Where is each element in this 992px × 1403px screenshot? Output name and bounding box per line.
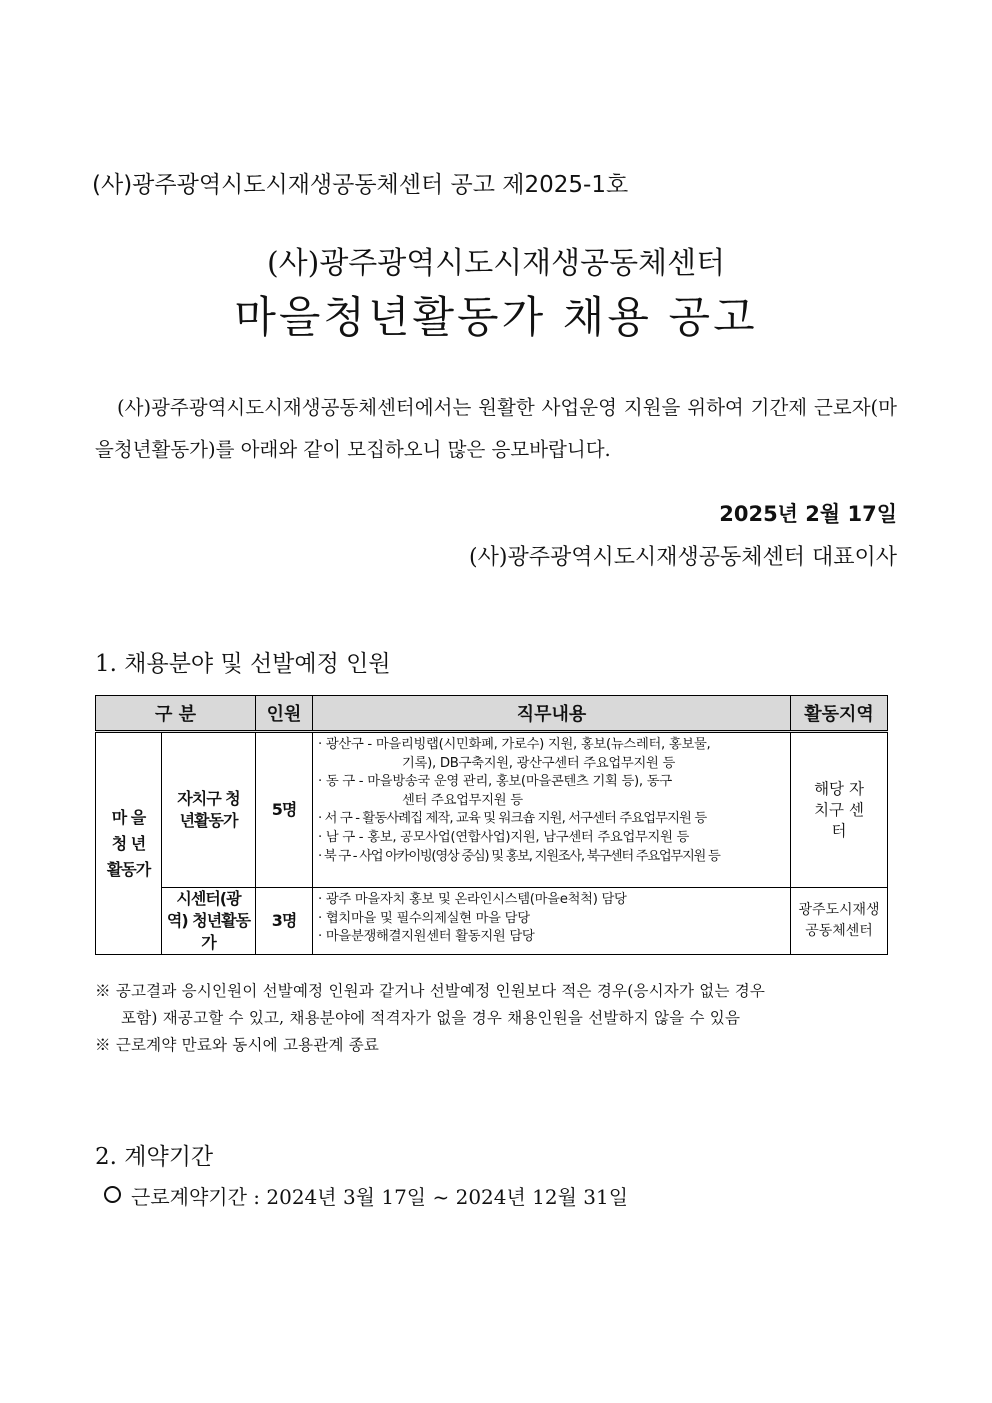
signer: (사)광주광역시도시재생공동체센터 대표이사 <box>469 545 897 570</box>
region-cell <box>791 888 888 955</box>
region-label: 광주도시재생 공동체센터 <box>798 902 880 939</box>
header-duties: 직무내용 <box>313 696 791 732</box>
duty-line: · 서 구 - 활동사례집 제작, 교육 및 워크숍 지원, 서구센터 주요업무지원 등 <box>318 811 707 827</box>
duty-line: · 남 구 - 홍보, 공모사업(연합사업)지원, 남구센터 주요업무지원 등 <box>318 829 690 845</box>
contract-period-text: 근로계약기간 : 2024년 3월 17일 ~ 2024년 12월 31일 <box>131 1185 629 1209</box>
group-cell <box>96 732 162 955</box>
type-cell <box>162 888 256 955</box>
table-row <box>96 888 888 955</box>
duty-line: · 광산구 - 마을리빙랩(시민화폐, 가로수) 지원, 홍보(뉴스레터, 홍보물, <box>318 737 711 752</box>
notice-number: (사)광주광역시도시재생공동체센터 공고 제2025-1호 <box>92 172 629 198</box>
duties-cell <box>313 888 791 955</box>
duty-line: · 광주 마을자치 홍보 및 온라인시스템(마을e척척) 담당 <box>318 892 627 907</box>
section-1-title: 1. 채용분야 및 선발예정 인원 <box>95 651 391 677</box>
recruitment-table <box>95 695 888 955</box>
duty-line: · 협치마을 및 필수의제실현 마을 담당 <box>318 910 530 926</box>
region-label: 해당 자치구 센터 <box>814 779 864 840</box>
duties-cell <box>313 732 791 888</box>
type-label: 자치구 청년활동가 <box>177 789 240 830</box>
intro-paragraph: (사)광주광역시도시재생공동체센터에서는 원활한 사업운영 지원을 위하여 기간제 근로자(마을청년활동가)를 아래와 같이 모집하오니 많은 응모바랍니다. <box>95 396 897 461</box>
duty-line: 센터 주요업무지원 등 <box>402 792 523 808</box>
contract-period-item <box>104 1181 628 1210</box>
header-region: 활동지역 <box>791 696 888 732</box>
duty-line: 기록), DB구축지원, 광산구센터 주요업무지원 등 <box>402 755 676 771</box>
type-cell <box>162 732 256 888</box>
circle-bullet-icon <box>104 1186 121 1203</box>
page-title: 마을청년활동가 채용 공고 <box>234 293 758 343</box>
region-cell <box>791 732 888 888</box>
section-2-title: 2. 계약기간 <box>95 1144 214 1170</box>
duty-line: · 마을분쟁해결지원센터 활동지원 담당 <box>318 929 535 945</box>
count-cell: 5명 <box>256 732 313 888</box>
table-row <box>96 732 888 888</box>
type-label: 시센터(광역) 청년활동가 <box>166 889 251 952</box>
header-category: 구 분 <box>96 696 256 732</box>
duty-line: · 북 구 - 사업 아카이빙(영상 중심) 및 홍보, 지원조사, 북구센터 주요업무지원 등 <box>318 848 720 864</box>
notes <box>95 978 900 1059</box>
group-label: 마 을 청 년 활동가 <box>106 807 151 879</box>
duty-line: · 동 구 - 마을방송국 운영 관리, 홍보(마을콘텐츠 기획 등), 동구 <box>318 774 672 790</box>
note-line: ※ 공고결과 응시인원이 선발예정 인원과 같거나 선발예정 인원보다 적은 경우(응시자가 없는 경우 <box>95 982 766 1000</box>
table-header-row <box>96 696 888 732</box>
organization-title: (사)광주광역시도시재생공동체센터 <box>266 246 726 281</box>
count-cell: 3명 <box>256 888 313 955</box>
note-line: 포함) 재공고할 수 있고, 채용분야에 적격자가 없을 경우 채용인원을 선발하지 않을 수 있음 <box>121 1009 741 1027</box>
note-line: ※ 근로계약 만료와 동시에 고용관계 종료 <box>95 1036 380 1054</box>
notice-date: 2025년 2월 17일 <box>719 502 897 526</box>
header-count: 인원 <box>256 696 313 732</box>
